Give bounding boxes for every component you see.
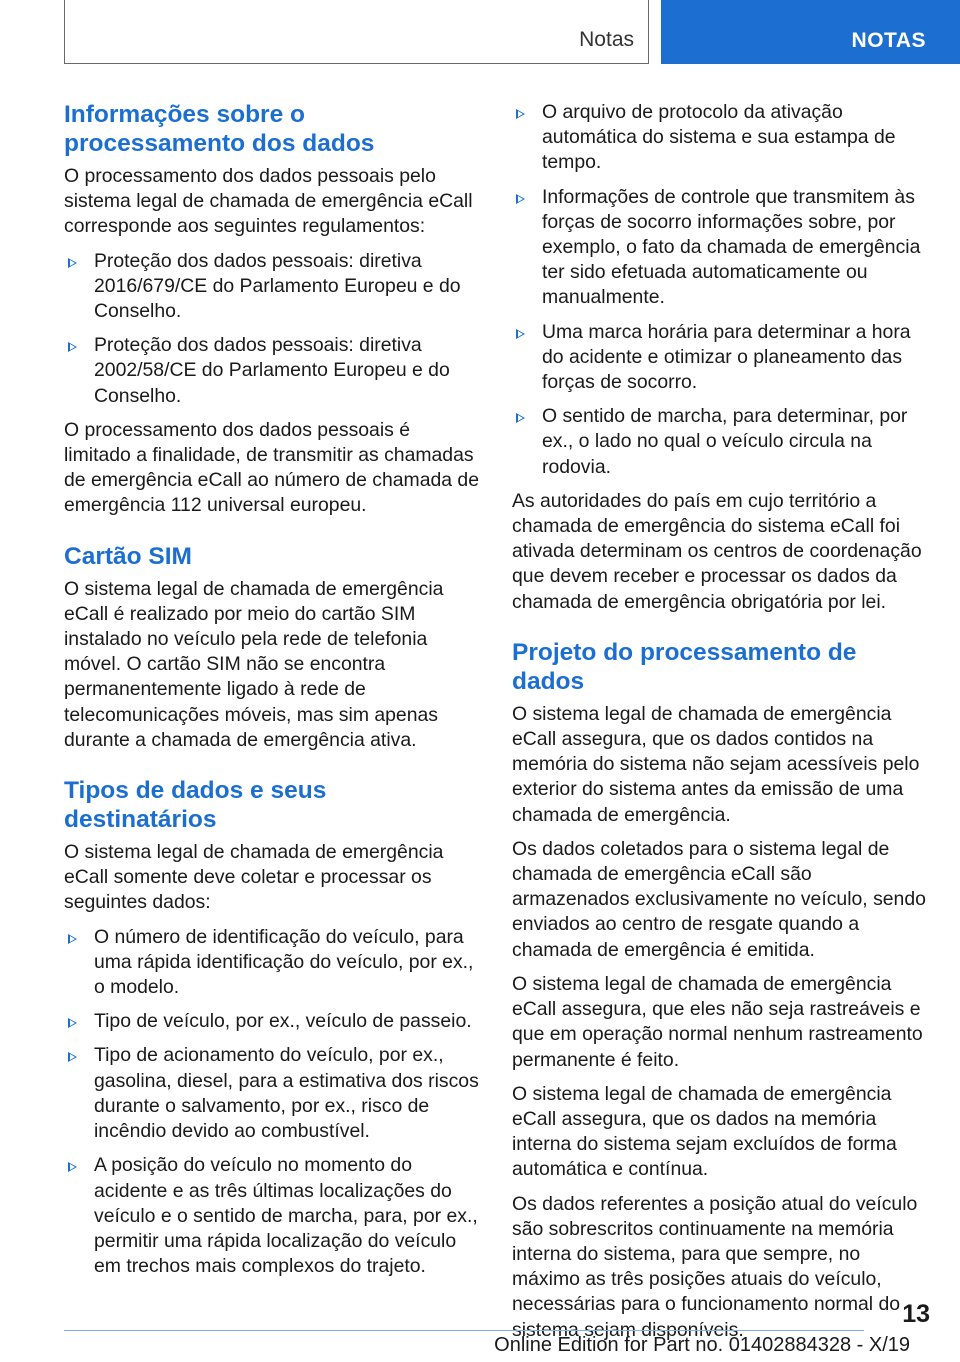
list-item-text: Uma marca horária para determinar a hora do acidente e otimizar o planeamento das forças de socorro. [542, 320, 911, 394]
paragraph: O sistema legal de chamada de emergência eCall é realizado por meio do cartão SIM instalado no veículo pela rede de telefonia móvel. O cartão SIM não se encontra permanentemente ligado à rede de telecomunicações móveis, mas sim apenas durante a chamada de emergência ativa. [64, 577, 444, 751]
heading-data-processing-info: Informações sobre o processamento dos dados [64, 101, 375, 157]
section-title: Notas [579, 28, 634, 51]
triangle-bullet-icon [68, 342, 77, 352]
list-item [64, 925, 480, 1001]
right-column [512, 100, 932, 1352]
list-item-text: Proteção dos dados pessoais: diretiva 2002/58/CE do Parlamento Europeu e do Conselho. [94, 334, 450, 407]
list-item-text: Proteção dos dados pessoais: diretiva 2016/679/CE do Parlamento Europeu e do Conselho. [94, 249, 461, 323]
list-item-text: Informações de controle que transmitem às forças de socorro informações sobre, por exemplo, o fato da chamada de emergência ter sido efetuada automaticamente ou manualmente. [542, 185, 921, 309]
list-item [64, 1009, 480, 1034]
triangle-bullet-icon [68, 1162, 77, 1172]
triangle-bullet-icon [516, 329, 525, 339]
heading-data-types: Tipos de dados e seus destinatários [64, 777, 327, 834]
list-item-text: Tipo de acionamento do veículo, por ex., gasolina, diesel, para a estimativa dos riscos durante o salvamento, por ex., risco de incêndio devido ao combustível. [94, 1044, 479, 1143]
list-item [512, 185, 932, 311]
triangle-bullet-icon [68, 1052, 77, 1062]
paragraph: O processamento dos dados pessoais é limitado a finalidade, de transmitir as chamadas de emergência eCall ao número de chamada de emergência 112 universal europeu. [64, 418, 480, 517]
triangle-bullet-icon [516, 413, 525, 423]
triangle-bullet-icon [516, 109, 525, 119]
data-types-list-continued [512, 100, 932, 480]
chapter-tab-label: NOTAS [851, 29, 926, 52]
paragraph: O sistema legal de chamada de emergência eCall assegura, que eles não seja rastreáveis e que em operação normal nenhum rastreamento permanente é feito. [512, 972, 923, 1071]
paragraph: As autoridades do país em cujo território a chamada de emergência do sistema eCall foi ativada determinam os centros de coordenação que devem receber e processar os dados da chamada de emergência obrigatória por lei. [512, 489, 922, 613]
list-item [512, 100, 932, 176]
list-item [64, 333, 480, 409]
list-item-text: O arquivo de protocolo da ativação automática do sistema e sua estampa de tempo. [542, 101, 896, 174]
list-item-text: O número de identificação do veículo, para uma rápida identificação do veículo, por ex., o modelo. [94, 925, 474, 999]
paragraph: O sistema legal de chamada de emergência eCall assegura, que os dados na memória interna do sistema sejam excluídos de forma automática e contínua. [512, 1082, 897, 1181]
data-types-list [64, 925, 480, 1280]
triangle-bullet-icon [68, 258, 77, 268]
footer-divider [64, 1330, 864, 1331]
paragraph: O sistema legal de chamada de emergência eCall somente deve coletar e processar os seguintes dados: [64, 841, 444, 914]
triangle-bullet-icon [68, 1018, 77, 1028]
list-item [512, 404, 932, 480]
list-item [64, 1043, 480, 1144]
paragraph: O sistema legal de chamada de emergência eCall assegura, que os dados contidos na memória do sistema não sejam acessíveis pelo exterior do sistema antes da emissão de uma chamada de emergência. [512, 702, 920, 826]
list-item-text: A posição do veículo no momento do acidente e as três últimas localizações do veículo e o sentido de marcha, para, por ex., permitir uma rápida localização do veículo em trechos mais complexos do trajeto. [94, 1154, 478, 1278]
header-frame [64, 0, 649, 64]
heading-sim-card: Cartão SIM [64, 542, 192, 570]
triangle-bullet-icon [516, 194, 525, 204]
list-item [64, 1153, 480, 1279]
list-item-text: Tipo de veículo, por ex., veículo de passeio. [94, 1010, 472, 1033]
paragraph: Os dados coletados para o sistema legal de chamada de emergência eCall são armazenados exclusivamente no veículo, sendo enviados ao centro de resgate quando a chamada de emergência é emitida. [512, 837, 926, 961]
list-item-text: O sentido de marcha, para determinar, por ex., o lado no qual o veículo circula na rodovia. [542, 405, 908, 478]
left-column [64, 100, 480, 1288]
paragraph: O processamento dos dados pessoais pelo sistema legal de chamada de emergência eCall corresponde aos seguintes regulamentos: [64, 165, 473, 238]
list-item [64, 249, 480, 325]
list-item [512, 320, 932, 396]
heading-processing-design: Projeto do processamento de dados [512, 638, 857, 695]
footer-edition: Online Edition for Part no. 01402884328 - X/19 [494, 1334, 910, 1356]
page-number: 13 [902, 1300, 930, 1328]
chapter-tab[interactable] [661, 0, 960, 64]
paragraph: Os dados referentes a posição atual do veículo são sobrescritos continuamente na memória interna do sistema, para que sempre, no máximo as três posições atuais do veículo, necessárias para o funcionamento normal do sistema sejam disponíveis. [512, 1192, 918, 1341]
regulations-list [64, 249, 480, 409]
triangle-bullet-icon [68, 934, 77, 944]
